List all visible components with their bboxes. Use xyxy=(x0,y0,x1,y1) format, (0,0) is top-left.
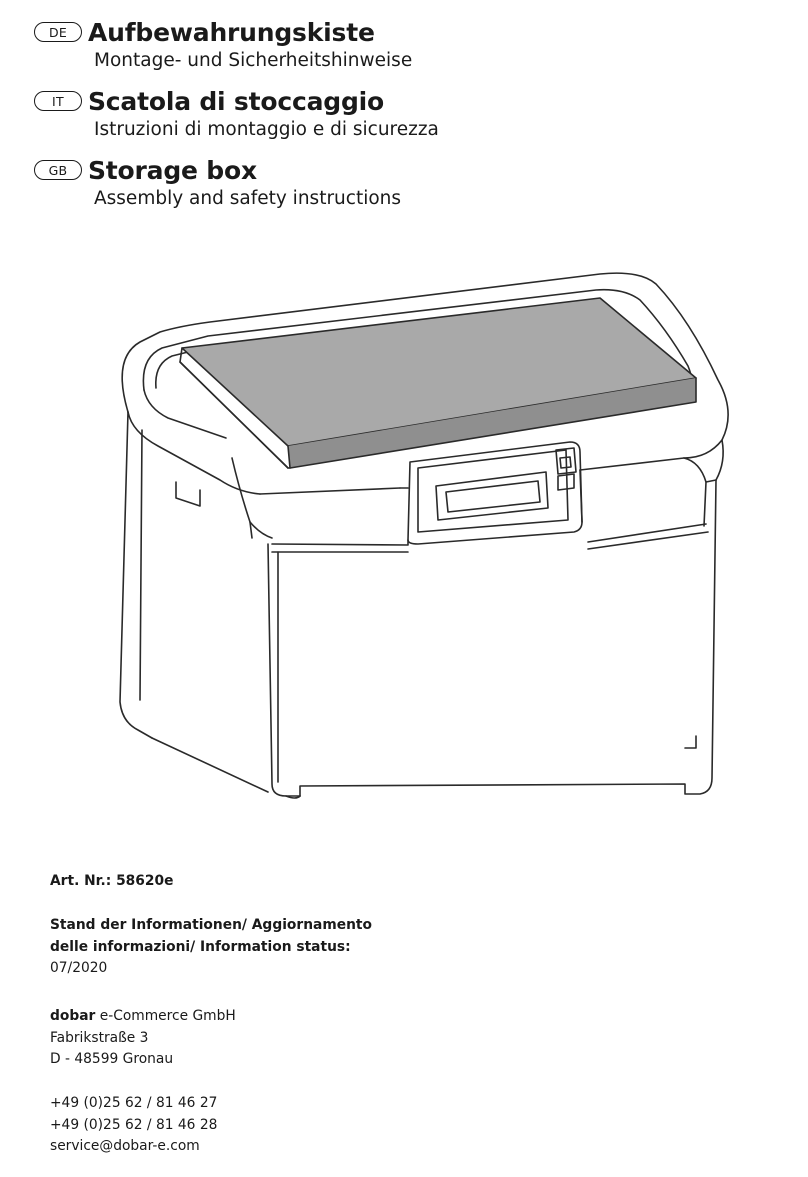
lang-block-gb xyxy=(34,155,401,209)
title-de: Aufbewahrungskiste xyxy=(88,17,375,47)
status-label-line1: Stand der Informationen/ Aggiornamento xyxy=(50,917,372,933)
language-badge-gb: GB xyxy=(34,160,82,180)
subtitle-de: Montage- und Sicherheitshinweise xyxy=(94,50,413,71)
company-name-rest: e-Commerce GmbH xyxy=(95,1008,236,1024)
lang-block-it xyxy=(34,86,439,140)
company-address xyxy=(50,1006,236,1071)
information-status xyxy=(50,915,372,980)
company-street: Fabrikstraße 3 xyxy=(50,1029,149,1046)
subtitle-gb: Assembly and safety instructions xyxy=(94,188,402,209)
language-badge-de: DE xyxy=(34,22,82,42)
fax-number: +49 (0)25 62 / 81 46 28 xyxy=(50,1116,218,1133)
storage-box-illustration xyxy=(100,262,760,822)
status-date: 07/2020 xyxy=(50,960,108,976)
email-address[interactable]: service@dobar-e.com xyxy=(50,1138,200,1154)
lang-block-de xyxy=(34,17,412,71)
subtitle-it: Istruzioni di montaggio e di sicurezza xyxy=(94,119,439,140)
company-name xyxy=(50,1006,236,1028)
phone-number: +49 (0)25 62 / 81 46 27 xyxy=(50,1095,218,1111)
status-label-line2: delle informazioni/ Information status: xyxy=(50,938,351,955)
article-number: Art. Nr.: 58620e xyxy=(50,873,174,889)
contact-info xyxy=(50,1093,217,1158)
title-gb: Storage box xyxy=(88,155,257,185)
title-it: Scatola di stoccaggio xyxy=(88,86,384,116)
language-badge-it: IT xyxy=(34,91,82,111)
company-city: D - 48599 Gronau xyxy=(50,1051,174,1067)
company-name-bold: dobar xyxy=(50,1008,96,1024)
